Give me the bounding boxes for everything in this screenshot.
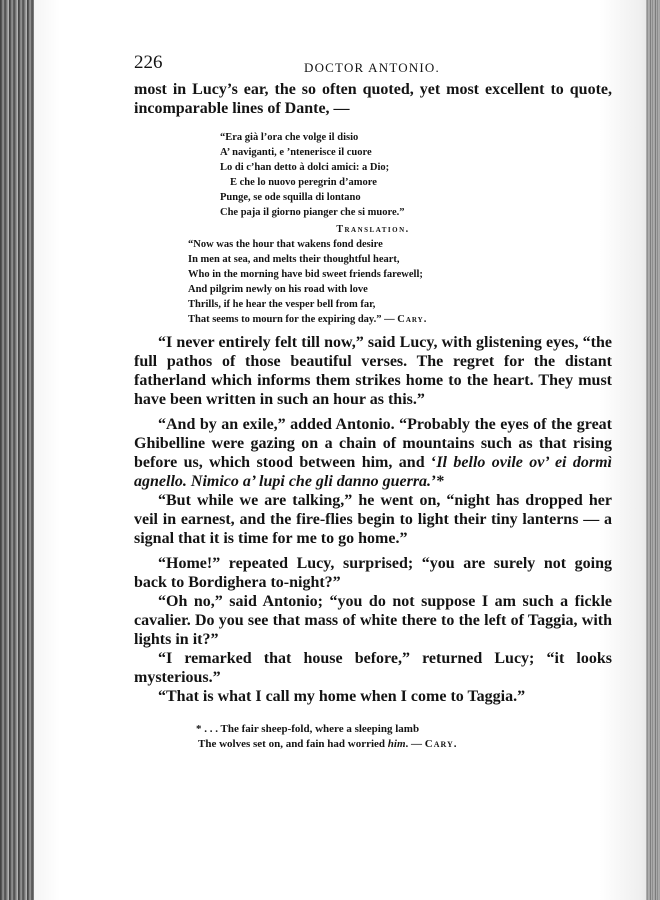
poem-english-line: Who in the morning have bid sweet friends farewell; <box>188 269 423 280</box>
dante-quotation-italic: Il bello ovile ov’ ei dormì agnello. Nimico a’ lupi che gli danno guerra. <box>134 454 613 490</box>
poem-italian-line: Lo di c’han detto à dolci amici: a Dio; <box>220 162 390 173</box>
poem-italian-line: Che paja il giorno pianger che si muore.” <box>220 207 405 218</box>
running-title: DOCTOR ANTONIO. <box>304 60 440 75</box>
poem-english-line-last <box>188 312 612 327</box>
footnote-line-2-tail: . — <box>405 738 425 750</box>
footnote <box>196 722 612 752</box>
paragraph-lucy-1: “I never entirely felt till now,” said Lucy, with glistening eyes, “the full pathos of those beautiful verses. The regret for the distant fatherland which informs them strikes home to the heart. They must have been written in such an hour as this.” <box>134 334 612 408</box>
page-number: 226 <box>134 52 163 73</box>
poem-italian <box>220 130 612 220</box>
book-binding-edge-left <box>0 0 34 900</box>
poem-english <box>188 237 612 327</box>
footnote-attribution: Cary. <box>424 738 458 750</box>
poem-english-line: And pilgrim newly on his road with love <box>188 284 368 295</box>
book-binding-edge-right <box>646 0 660 900</box>
poem-italian-line: E che lo nuovo peregrin d’amore <box>230 177 377 188</box>
poem-italian-line: Punge, se ode squilla di lontano <box>220 192 361 203</box>
translation-heading: Translation. <box>336 224 410 235</box>
footnote-marker: ’* <box>431 473 445 490</box>
paragraph-antonio-1 <box>134 415 612 491</box>
paragraph-antonio-4: “That is what I call my home when I come to Taggia.” <box>158 688 526 705</box>
paragraph-intro: most in Lucy’s ear, the so often quoted, yet most excellent to quote, incomparable lines of Dante, — <box>134 81 612 117</box>
paragraph-lucy-3: “I remarked that house before,” returned Lucy; “it looks mysterious.” <box>134 650 612 686</box>
poem-english-line: Thrills, if he hear the vesper bell from far, <box>188 299 376 310</box>
footnote-line-1: * . . . The fair sheep-fold, where a sleeping lamb <box>196 723 420 735</box>
paragraph-antonio-1-text: “And by an exile,” added Antonio. “Probably the eyes of the great Ghibelline were gazing on a chain of mountains such as that rising before us, which stood between him, and ‘ <box>134 416 612 471</box>
poem-english-line: “Now was the hour that wakens fond desire <box>188 239 383 250</box>
page-content <box>134 50 612 752</box>
paragraph-lucy-2: “Home!” repeated Lucy, surprised; “you are surely not going back to Bordighera to-night?” <box>134 555 612 591</box>
poem-english-line-text: That seems to mourn for the expiring day.” — <box>188 314 398 325</box>
paragraph-antonio-2: “But while we are talking,” he went on, “night has dropped her veil in earnest, and the fire-flies begin to light their tiny lanterns — a signal that it is time for me to go home.” <box>134 492 612 547</box>
footnote-italic-word: him <box>387 738 406 750</box>
page-header <box>134 50 612 80</box>
poem-italian-line: “Era già l’ora che volge il disio <box>220 132 359 143</box>
poem-english-line: In men at sea, and melts their thoughtful heart, <box>188 254 400 265</box>
footnote-line-2-text: The wolves set on, and fain had worried <box>198 738 388 750</box>
footnote-line-2 <box>196 737 612 752</box>
poem-attribution: Cary. <box>397 314 428 325</box>
poem-italian-line: A’ naviganti, e ’ntenerisce il cuore <box>220 147 372 158</box>
paragraph-antonio-3: “Oh no,” said Antonio; “you do not suppose I am such a fickle cavalier. Do you see that mass of white there to the left of Taggia, with lights in it?” <box>134 593 612 648</box>
